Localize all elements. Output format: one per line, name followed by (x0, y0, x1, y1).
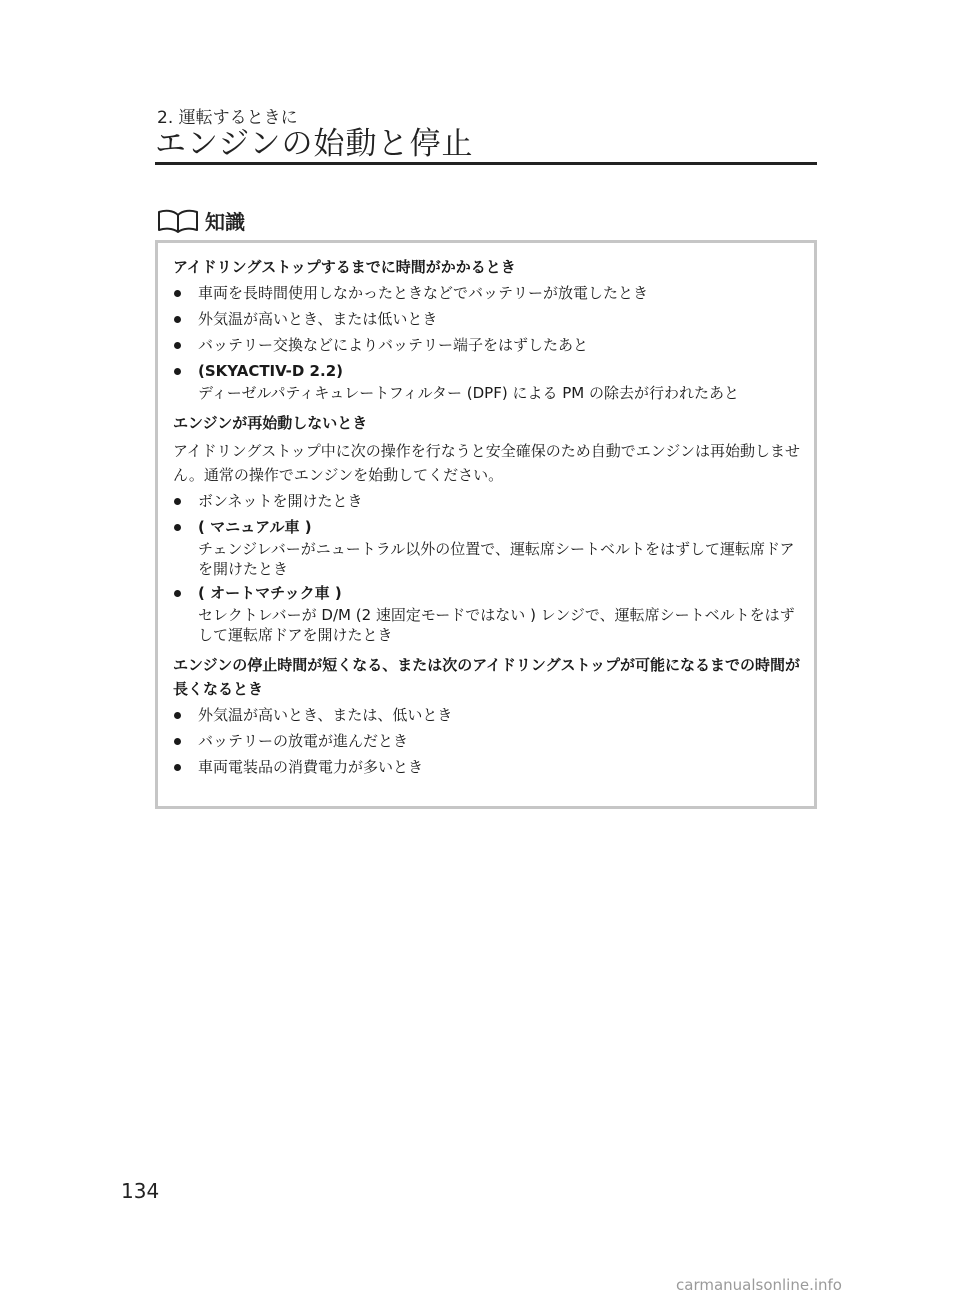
list-item (173, 489, 803, 513)
open-book-icon (157, 208, 199, 234)
list-item-text: 車両を長時間使用しなかったときなどでバッテリーが放電したとき (198, 284, 649, 302)
section-subtitle: 2. 運転するときに (157, 108, 298, 128)
list-item (173, 281, 803, 305)
list-item-text: 車両電装品の消費電力が多いとき (198, 758, 424, 776)
bullet-icon (174, 524, 181, 531)
heading-stop-time-short: エンジンの停止時間が短くなる、または次のアイドリングストップが可能になるまでの時間が長くなるとき (173, 656, 801, 698)
heading-no-restart: エンジンが再始動しないとき (173, 414, 368, 432)
list-item (173, 581, 803, 645)
list-item (173, 515, 803, 579)
list-item-text: バッテリーの放電が進んだとき (198, 732, 409, 750)
list-item-label: (SKYACTIV-D 2.2) (198, 362, 343, 380)
paragraph: アイドリングストップ中に次の操作を行なうと安全確保のため自動でエンジンは再始動しません。通常の操作でエンジンを始動してください。 (173, 442, 801, 484)
bullet-icon (174, 290, 181, 297)
list-item (173, 307, 803, 331)
page-title: エンジンの始動と停止 (155, 126, 474, 162)
list-item-text: 外気温が高いとき、または、低いとき (198, 706, 453, 724)
list-item (173, 703, 803, 727)
list-item-text: チェンジレバーがニュートラル以外の位置で、運転席シートベルトをはずして運転席ドアを開けたとき (198, 540, 795, 578)
bullet-icon (174, 738, 181, 745)
list-item-label: ( オートマチック車 ) (198, 584, 342, 602)
bullet-icon (174, 498, 181, 505)
list-item (173, 359, 803, 403)
knowledge-header (157, 206, 245, 235)
heading-idle-stop-delay: アイドリングストップするまでに時間がかかるとき (173, 258, 516, 276)
bullet-icon (174, 368, 181, 375)
page-number: 134 (121, 1179, 160, 1203)
bullet-icon (174, 342, 181, 349)
list-item-text: ディーゼルパティキュレートフィルター (DPF) による PM の除去が行われたあと (198, 384, 739, 402)
bullet-icon (174, 764, 181, 771)
list-item (173, 333, 803, 357)
list-item-text: バッテリー交換などによりバッテリー端子をはずしたあと (198, 336, 589, 354)
list-item-label: ( マニュアル車 ) (198, 518, 312, 536)
title-divider (155, 162, 817, 165)
list-item (173, 729, 803, 753)
bullet-icon (174, 590, 181, 597)
list-item-text: 外気温が高いとき、または低いとき (198, 310, 438, 328)
list-item-text: ボンネットを開けたとき (198, 492, 363, 510)
list-item-text: セレクトレバーが D/M (2 速固定モードではない ) レンジで、運転席シートベルトをはずして運転席ドアを開けたとき (198, 606, 795, 644)
knowledge-title: 知識 (205, 210, 245, 234)
list-item (173, 755, 803, 779)
knowledge-content (173, 255, 803, 779)
bullet-icon (174, 712, 181, 719)
watermark: carmanualsonline.info (676, 1276, 842, 1294)
bullet-icon (174, 316, 181, 323)
